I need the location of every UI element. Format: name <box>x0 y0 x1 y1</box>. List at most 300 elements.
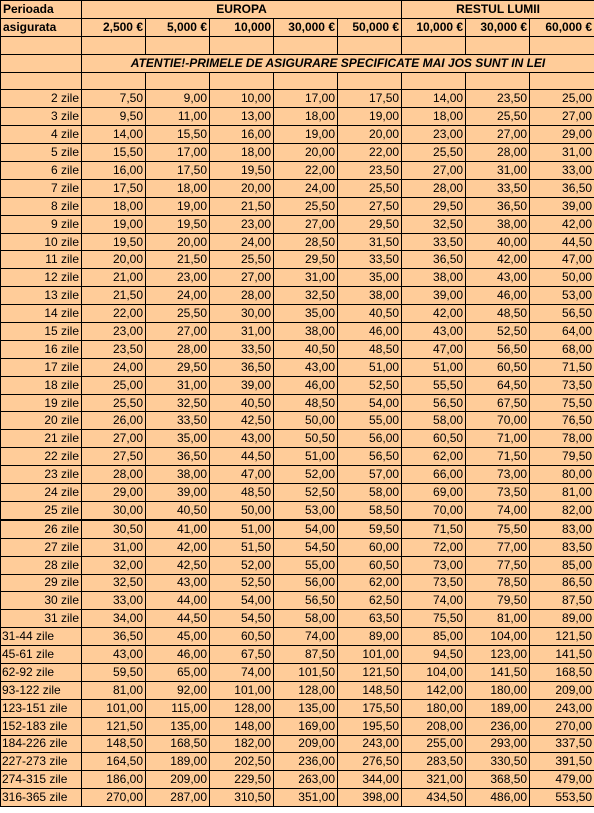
premium-cell: 13,00 <box>210 108 274 126</box>
premium-cell: 32,50 <box>274 287 338 305</box>
premium-cell: 43,00 <box>210 430 274 448</box>
premium-cell: 77,00 <box>466 538 530 556</box>
premium-cell: 62,00 <box>338 574 402 592</box>
premium-cell: 16,00 <box>82 162 146 180</box>
premium-cell: 29,50 <box>402 197 466 215</box>
table-row <box>1 448 594 466</box>
premium-cell: 28,00 <box>210 287 274 305</box>
premium-cell: 27,00 <box>402 162 466 180</box>
premium-cell: 86,50 <box>530 574 594 592</box>
table-row <box>1 144 594 162</box>
period-cell: 11 zile <box>1 251 82 269</box>
period-cell: 3 zile <box>1 108 82 126</box>
premium-cell: 56,50 <box>402 394 466 412</box>
premium-cell: 74,00 <box>402 592 466 610</box>
premium-cell: 368,50 <box>466 771 530 789</box>
period-cell: 4 zile <box>1 126 82 144</box>
premium-cell: 180,00 <box>402 699 466 717</box>
period-cell: 184-226 zile <box>1 735 82 753</box>
premium-cell: 40,50 <box>338 305 402 323</box>
header-row-sums <box>1 18 594 36</box>
premium-cell: 19,00 <box>82 215 146 233</box>
premium-cell: 148,50 <box>82 735 146 753</box>
premium-cell: 25,50 <box>210 251 274 269</box>
premium-cell: 65,00 <box>146 663 210 681</box>
premium-cell: 101,00 <box>210 681 274 699</box>
premium-cell: 59,50 <box>338 520 402 538</box>
table-row <box>1 501 594 519</box>
premium-cell: 175,50 <box>338 699 402 717</box>
premium-cell: 330,50 <box>466 753 530 771</box>
period-cell: 274-315 zile <box>1 771 82 789</box>
premium-cell: 168,50 <box>146 735 210 753</box>
premium-cell: 180,00 <box>466 681 530 699</box>
premium-cell: 30,50 <box>82 520 146 538</box>
premium-cell: 73,50 <box>530 376 594 394</box>
premium-cell: 20,00 <box>210 179 274 197</box>
premium-cell: 310,50 <box>210 789 274 807</box>
premium-cell: 81,00 <box>466 610 530 628</box>
table-row <box>1 520 594 538</box>
premium-cell: 54,50 <box>210 610 274 628</box>
premium-cell: 479,00 <box>530 771 594 789</box>
premium-cell: 74,00 <box>466 501 530 519</box>
premium-cell: 47,00 <box>402 340 466 358</box>
period-header-line2: asigurata <box>1 18 82 36</box>
sum-header-restul-3: 60,000 € <box>530 18 594 36</box>
table-row <box>1 484 594 502</box>
premium-cell: 36,50 <box>82 628 146 646</box>
table-row <box>1 753 594 771</box>
premium-cell: 40,50 <box>210 394 274 412</box>
premium-cell: 41,00 <box>146 520 210 538</box>
premium-cell: 21,50 <box>82 287 146 305</box>
premium-cell: 77,50 <box>466 556 530 574</box>
premium-cell: 141,50 <box>466 663 530 681</box>
premium-cell: 40,00 <box>466 233 530 251</box>
premium-cell: 121,50 <box>82 717 146 735</box>
period-cell: 13 zile <box>1 287 82 305</box>
premium-cell: 337,50 <box>530 735 594 753</box>
header-row-regions <box>1 1 594 19</box>
premium-cell: 30,00 <box>82 501 146 519</box>
period-cell: 9 zile <box>1 215 82 233</box>
premium-cell: 189,00 <box>146 753 210 771</box>
period-cell: 19 zile <box>1 394 82 412</box>
premium-cell: 255,00 <box>402 735 466 753</box>
premium-cell: 69,00 <box>402 484 466 502</box>
premium-cell: 53,00 <box>530 287 594 305</box>
premium-cell: 33,50 <box>466 179 530 197</box>
premium-cell: 19,50 <box>146 215 210 233</box>
premium-cell: 31,00 <box>82 538 146 556</box>
period-cell: 15 zile <box>1 323 82 341</box>
premium-cell: 42,00 <box>466 251 530 269</box>
period-cell: 123-151 zile <box>1 699 82 717</box>
table-row <box>1 699 594 717</box>
premium-cell: 48,50 <box>210 484 274 502</box>
premium-cell: 164,50 <box>82 753 146 771</box>
premium-cell: 15,50 <box>146 126 210 144</box>
premium-cell: 24,00 <box>82 358 146 376</box>
premium-cell: 44,50 <box>210 448 274 466</box>
premium-cell: 27,00 <box>530 108 594 126</box>
restul-lumii-header: RESTUL LUMII <box>402 1 594 19</box>
premium-cell: 39,00 <box>530 197 594 215</box>
premium-cell: 24,00 <box>210 233 274 251</box>
premium-cell: 52,50 <box>210 574 274 592</box>
premium-cell: 63,50 <box>338 610 402 628</box>
premium-cell: 67,50 <box>210 646 274 664</box>
premium-cell: 51,00 <box>402 358 466 376</box>
premium-cell: 186,00 <box>82 771 146 789</box>
premium-cell: 43,00 <box>146 574 210 592</box>
table-row <box>1 681 594 699</box>
period-cell: 26 zile <box>1 520 82 538</box>
premium-cell: 16,00 <box>210 126 274 144</box>
premium-cell: 42,00 <box>146 538 210 556</box>
premium-cell: 54,00 <box>338 394 402 412</box>
premium-cell: 21,50 <box>210 197 274 215</box>
premium-cell: 18,00 <box>274 108 338 126</box>
premium-cell: 25,50 <box>146 305 210 323</box>
premium-cell: 18,00 <box>82 197 146 215</box>
premium-cell: 43,00 <box>82 646 146 664</box>
premium-cell: 18,00 <box>402 108 466 126</box>
premium-cell: 72,00 <box>402 538 466 556</box>
premium-cell: 81,00 <box>82 681 146 699</box>
premium-cell: 45,00 <box>146 628 210 646</box>
premium-cell: 23,50 <box>338 162 402 180</box>
premium-cell: 29,00 <box>82 484 146 502</box>
premium-cell: 48,50 <box>338 340 402 358</box>
premium-cell: 17,50 <box>338 90 402 108</box>
premium-cell: 56,00 <box>274 574 338 592</box>
premium-cell: 87,50 <box>274 646 338 664</box>
premium-cell: 36,50 <box>402 251 466 269</box>
premium-cell: 67,50 <box>466 394 530 412</box>
premium-cell: 43,00 <box>402 323 466 341</box>
premium-cell: 55,50 <box>402 376 466 394</box>
premium-cell: 57,00 <box>338 466 402 484</box>
premium-cell: 52,00 <box>274 466 338 484</box>
premium-cell: 50,50 <box>274 430 338 448</box>
premium-cell: 17,00 <box>146 144 210 162</box>
table-row <box>1 323 594 341</box>
premium-cell: 31,00 <box>146 376 210 394</box>
premium-cell: 73,50 <box>402 574 466 592</box>
table-row <box>1 610 594 628</box>
premium-cell: 398,00 <box>338 789 402 807</box>
period-cell: 152-183 zile <box>1 717 82 735</box>
premium-cell: 33,50 <box>146 412 210 430</box>
premium-cell: 55,00 <box>338 412 402 430</box>
premium-cell: 128,00 <box>274 681 338 699</box>
premium-cell: 101,50 <box>274 663 338 681</box>
premium-cell: 14,00 <box>82 126 146 144</box>
premium-cell: 54,00 <box>274 520 338 538</box>
premium-cell: 22,00 <box>338 144 402 162</box>
premium-cell: 42,50 <box>146 556 210 574</box>
premium-cell: 22,00 <box>274 162 338 180</box>
premium-cell: 208,00 <box>402 717 466 735</box>
period-cell: 25 zile <box>1 501 82 519</box>
premium-cell: 19,00 <box>146 197 210 215</box>
premium-cell: 168,50 <box>530 663 594 681</box>
notice-row <box>1 54 594 72</box>
premium-cell: 42,50 <box>210 412 274 430</box>
premium-cell: 243,00 <box>338 735 402 753</box>
premium-cell: 76,50 <box>530 412 594 430</box>
premium-cell: 31,00 <box>274 269 338 287</box>
table-row <box>1 215 594 233</box>
premium-cell: 9,50 <box>82 108 146 126</box>
table-row <box>1 646 594 664</box>
premium-cell: 43,00 <box>274 358 338 376</box>
table-row <box>1 305 594 323</box>
premium-cell: 38,00 <box>466 215 530 233</box>
premium-cell: 121,50 <box>338 663 402 681</box>
period-cell: 6 zile <box>1 162 82 180</box>
premium-cell: 29,50 <box>146 358 210 376</box>
premium-cell: 33,50 <box>402 233 466 251</box>
premium-cell: 51,00 <box>274 448 338 466</box>
period-header-line1: Perioada <box>1 1 82 19</box>
premium-cell: 92,00 <box>146 681 210 699</box>
premium-cell: 209,00 <box>146 771 210 789</box>
premium-cell: 59,50 <box>82 663 146 681</box>
table-row <box>1 162 594 180</box>
premium-cell: 50,00 <box>274 412 338 430</box>
premium-cell: 60,50 <box>338 556 402 574</box>
premium-cell: 94,50 <box>402 646 466 664</box>
premium-cell: 283,50 <box>402 753 466 771</box>
period-cell: 316-365 zile <box>1 789 82 807</box>
premium-cell: 28,00 <box>466 144 530 162</box>
europa-header: EUROPA <box>82 1 402 19</box>
premium-cell: 17,00 <box>274 90 338 108</box>
premium-cell: 56,50 <box>338 448 402 466</box>
table-row <box>1 628 594 646</box>
premium-cell: 73,00 <box>466 466 530 484</box>
period-cell: 62-92 zile <box>1 663 82 681</box>
premium-cell: 23,00 <box>210 215 274 233</box>
premium-cell: 23,50 <box>82 340 146 358</box>
premium-cell: 243,00 <box>530 699 594 717</box>
premium-cell: 39,00 <box>210 376 274 394</box>
premium-cell: 321,00 <box>402 771 466 789</box>
premium-cell: 85,00 <box>530 556 594 574</box>
premium-cell: 39,00 <box>402 287 466 305</box>
premium-cell: 27,50 <box>338 197 402 215</box>
premium-cell: 30,00 <box>210 305 274 323</box>
table-row <box>1 466 594 484</box>
premium-cell: 66,00 <box>402 466 466 484</box>
period-cell: 31-44 zile <box>1 628 82 646</box>
table-row <box>1 376 594 394</box>
premium-cell: 52,00 <box>210 556 274 574</box>
premium-cell: 51,00 <box>338 358 402 376</box>
premium-cell: 24,00 <box>274 179 338 197</box>
premium-cell: 33,00 <box>82 592 146 610</box>
premium-cell: 36,50 <box>146 448 210 466</box>
premium-cell: 60,50 <box>210 628 274 646</box>
period-cell: 22 zile <box>1 448 82 466</box>
premium-cell: 43,00 <box>466 269 530 287</box>
table-row <box>1 251 594 269</box>
period-cell: 20 zile <box>1 412 82 430</box>
period-cell: 16 zile <box>1 340 82 358</box>
premium-cell: 60,50 <box>466 358 530 376</box>
premium-cell: 25,00 <box>530 90 594 108</box>
premium-cell: 20,00 <box>274 144 338 162</box>
premium-cell: 44,50 <box>530 233 594 251</box>
table-row <box>1 717 594 735</box>
premium-cell: 23,00 <box>402 126 466 144</box>
premium-cell: 60,00 <box>338 538 402 556</box>
sum-header-europa-4: 30,000 € <box>274 18 338 36</box>
premium-cell: 27,00 <box>466 126 530 144</box>
empty-row <box>1 36 594 54</box>
premium-cell: 24,00 <box>146 287 210 305</box>
premium-cell: 32,00 <box>82 556 146 574</box>
table-row <box>1 430 594 448</box>
premium-cell: 71,50 <box>402 520 466 538</box>
premium-cell: 46,00 <box>466 287 530 305</box>
premium-cell: 121,50 <box>530 628 594 646</box>
premium-cell: 29,50 <box>274 251 338 269</box>
premium-cell: 148,50 <box>338 681 402 699</box>
period-cell: 23 zile <box>1 466 82 484</box>
empty-row <box>1 72 594 90</box>
premium-cell: 35,00 <box>274 305 338 323</box>
period-cell: 30 zile <box>1 592 82 610</box>
premium-cell: 101,00 <box>338 646 402 664</box>
premium-cell: 38,00 <box>338 287 402 305</box>
premium-cell: 58,50 <box>338 501 402 519</box>
premium-cell: 68,00 <box>530 340 594 358</box>
premium-cell: 75,50 <box>466 520 530 538</box>
premium-cell: 60,50 <box>402 430 466 448</box>
premium-cell: 78,00 <box>530 430 594 448</box>
premium-cell: 56,00 <box>338 430 402 448</box>
premium-cell: 21,50 <box>146 251 210 269</box>
premium-cell: 276,50 <box>338 753 402 771</box>
period-cell: 2 zile <box>1 90 82 108</box>
premium-cell: 51,50 <box>210 538 274 556</box>
premium-cell: 23,50 <box>466 90 530 108</box>
period-cell: 12 zile <box>1 269 82 287</box>
premium-cell: 141,50 <box>530 646 594 664</box>
table-row <box>1 789 594 807</box>
period-cell: 7 zile <box>1 179 82 197</box>
premium-cell: 189,00 <box>466 699 530 717</box>
table-row <box>1 735 594 753</box>
premium-cell: 25,50 <box>466 108 530 126</box>
table-row <box>1 269 594 287</box>
premium-cell: 25,50 <box>338 179 402 197</box>
premium-cell: 28,00 <box>146 340 210 358</box>
period-cell: 93-122 zile <box>1 681 82 699</box>
premium-cell: 486,00 <box>466 789 530 807</box>
premium-cell: 27,00 <box>274 215 338 233</box>
premium-cell: 18,00 <box>210 144 274 162</box>
premium-cell: 71,50 <box>466 448 530 466</box>
premium-cell: 28,00 <box>402 179 466 197</box>
table-row <box>1 197 594 215</box>
premium-cell: 87,50 <box>530 592 594 610</box>
premium-cell: 33,50 <box>338 251 402 269</box>
premium-cell: 36,50 <box>530 179 594 197</box>
premium-cell: 19,50 <box>82 233 146 251</box>
premium-cell: 47,00 <box>210 466 274 484</box>
premium-cell: 236,00 <box>466 717 530 735</box>
premium-cell: 62,00 <box>402 448 466 466</box>
premium-cell: 20,00 <box>338 126 402 144</box>
period-cell: 10 zile <box>1 233 82 251</box>
table-row <box>1 179 594 197</box>
premium-cell: 38,00 <box>146 466 210 484</box>
premium-cell: 33,50 <box>210 340 274 358</box>
premium-cell: 19,00 <box>274 126 338 144</box>
premium-cell: 58,00 <box>338 484 402 502</box>
sum-header-restul-1: 10,000 € <box>402 18 466 36</box>
premium-cell: 33,00 <box>530 162 594 180</box>
period-cell: 17 zile <box>1 358 82 376</box>
premium-cell: 195,50 <box>338 717 402 735</box>
premium-cell: 9,00 <box>146 90 210 108</box>
period-cell: 21 zile <box>1 430 82 448</box>
premium-cell: 56,50 <box>274 592 338 610</box>
period-cell: 27 zile <box>1 538 82 556</box>
table-row <box>1 574 594 592</box>
premium-cell: 135,00 <box>274 699 338 717</box>
premium-cell: 46,00 <box>146 646 210 664</box>
premium-cell: 31,00 <box>466 162 530 180</box>
premium-cell: 344,00 <box>338 771 402 789</box>
table-row <box>1 412 594 430</box>
premium-cell: 148,00 <box>210 717 274 735</box>
premium-cell: 391,50 <box>530 753 594 771</box>
period-cell: 24 zile <box>1 484 82 502</box>
period-cell: 31 zile <box>1 610 82 628</box>
table-row <box>1 358 594 376</box>
premium-cell: 70,00 <box>466 412 530 430</box>
premium-cell: 36,50 <box>210 358 274 376</box>
period-cell: 18 zile <box>1 376 82 394</box>
premium-cell: 75,50 <box>530 394 594 412</box>
premium-cell: 83,50 <box>530 538 594 556</box>
premium-cell: 182,00 <box>210 735 274 753</box>
premium-cell: 263,00 <box>274 771 338 789</box>
table-row <box>1 394 594 412</box>
premium-cell: 25,00 <box>82 376 146 394</box>
premium-cell: 270,00 <box>82 789 146 807</box>
sum-header-europa-2: 5,000 € <box>146 18 210 36</box>
premium-cell: 54,50 <box>274 538 338 556</box>
table-row <box>1 233 594 251</box>
sum-header-europa-5: 50,000 € <box>338 18 402 36</box>
premium-cell: 23,00 <box>82 323 146 341</box>
premium-cell: 47,00 <box>530 251 594 269</box>
table-row <box>1 538 594 556</box>
premium-cell: 32,50 <box>146 394 210 412</box>
premium-cell: 351,00 <box>274 789 338 807</box>
table-row <box>1 108 594 126</box>
table-row <box>1 340 594 358</box>
premium-cell: 31,00 <box>210 323 274 341</box>
table-row <box>1 126 594 144</box>
